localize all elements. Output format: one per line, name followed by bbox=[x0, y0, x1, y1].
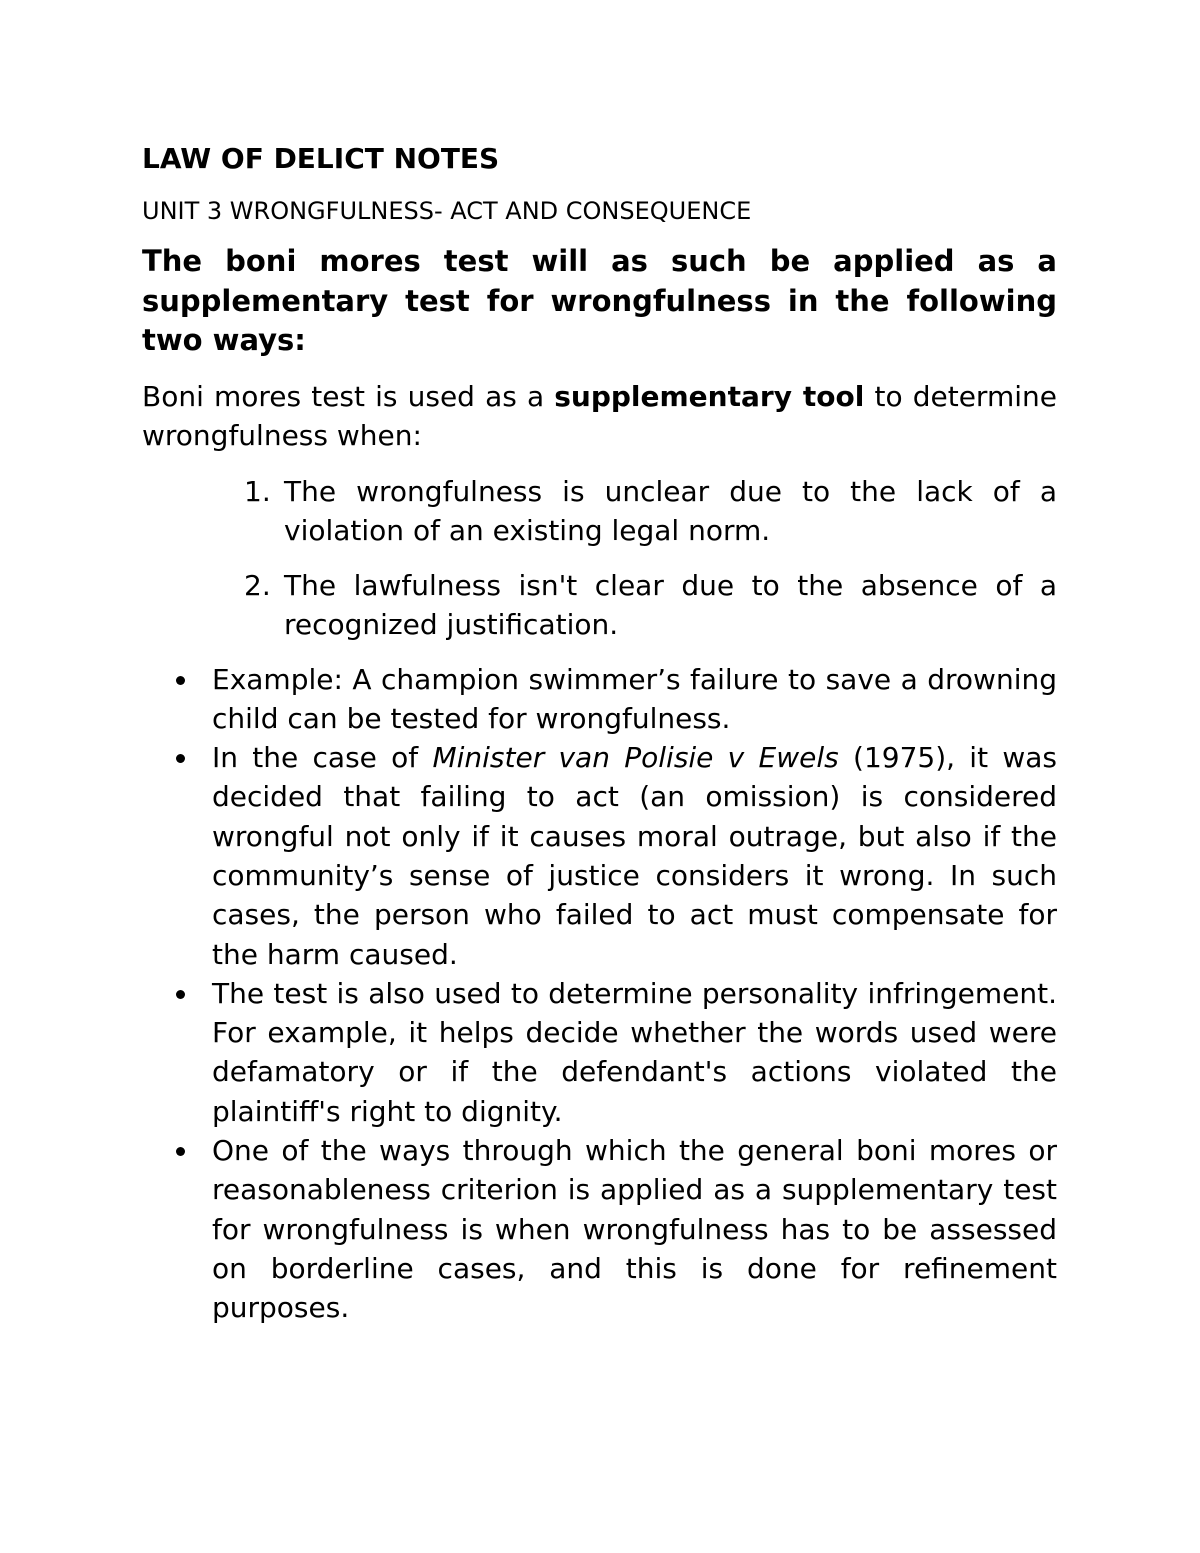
list-number: 2. bbox=[244, 568, 271, 602]
bullet-text-after: (1975), it was decided that failing to act (an omission) is considered wrongful not only if it causes moral outrage, but also if the community’s sense of justice considers it wrong. In such cases, the person who failed to act must compensate for the harm caused. bbox=[212, 741, 1057, 971]
unit-heading: UNIT 3 WRONGFULNESS- ACT AND CONSEQUENCE bbox=[142, 197, 752, 225]
bullet-icon bbox=[176, 990, 185, 999]
bullet-list bbox=[142, 660, 1057, 1328]
para-bold-text: supplementary tool bbox=[554, 379, 865, 413]
numbered-item-1 bbox=[244, 472, 1057, 551]
intro-paragraph: The boni mores test will as such be applied as a supplementary test for wrongfulness in the following two ways: bbox=[142, 244, 1057, 357]
supplementary-tool-paragraph bbox=[142, 377, 1057, 456]
bullet-item-1 bbox=[212, 660, 1057, 739]
bullet-item-3 bbox=[212, 974, 1057, 1131]
bullet-text-before: In the case of bbox=[212, 741, 433, 775]
case-name: Minister van Polisie v Ewels bbox=[432, 741, 839, 775]
bullet-item-4 bbox=[212, 1131, 1057, 1327]
para-text-after: to determine wrongfulness when: bbox=[142, 379, 1057, 452]
numbered-list bbox=[142, 472, 1057, 645]
bullet-item-text: The test is also used to determine personality infringement. For example, it helps decide whether the words used were defamatory or if the defendant's actions violated the plaintiff's right to dignity. bbox=[212, 976, 1057, 1128]
bullet-item-text: Example: A champion swimmer’s failure to save a drowning child can be tested for wrongfulness. bbox=[212, 662, 1057, 735]
bullet-item-text: One of the ways through which the general boni mores or reasonableness criterion is applied as a supplementary test for wrongfulness is when wrongfulness has to be assessed on borderline cases, and this is done for refinement purposes. bbox=[212, 1134, 1057, 1325]
bullet-icon bbox=[176, 1147, 185, 1156]
numbered-item-2 bbox=[244, 566, 1057, 645]
numbered-item-text: The wrongfulness is unclear due to the lack of a violation of an existing legal norm. bbox=[284, 474, 1057, 547]
list-number: 1. bbox=[244, 474, 271, 508]
bullet-icon bbox=[176, 676, 185, 685]
numbered-item-text: The lawfulness isn't clear due to the absence of a recognized justification. bbox=[284, 568, 1057, 641]
document-title: LAW OF DELICT NOTES bbox=[142, 142, 500, 175]
bullet-item-2 bbox=[212, 738, 1057, 974]
para-text-before: Boni mores test is used as a bbox=[142, 379, 555, 413]
bullet-icon bbox=[176, 754, 185, 763]
